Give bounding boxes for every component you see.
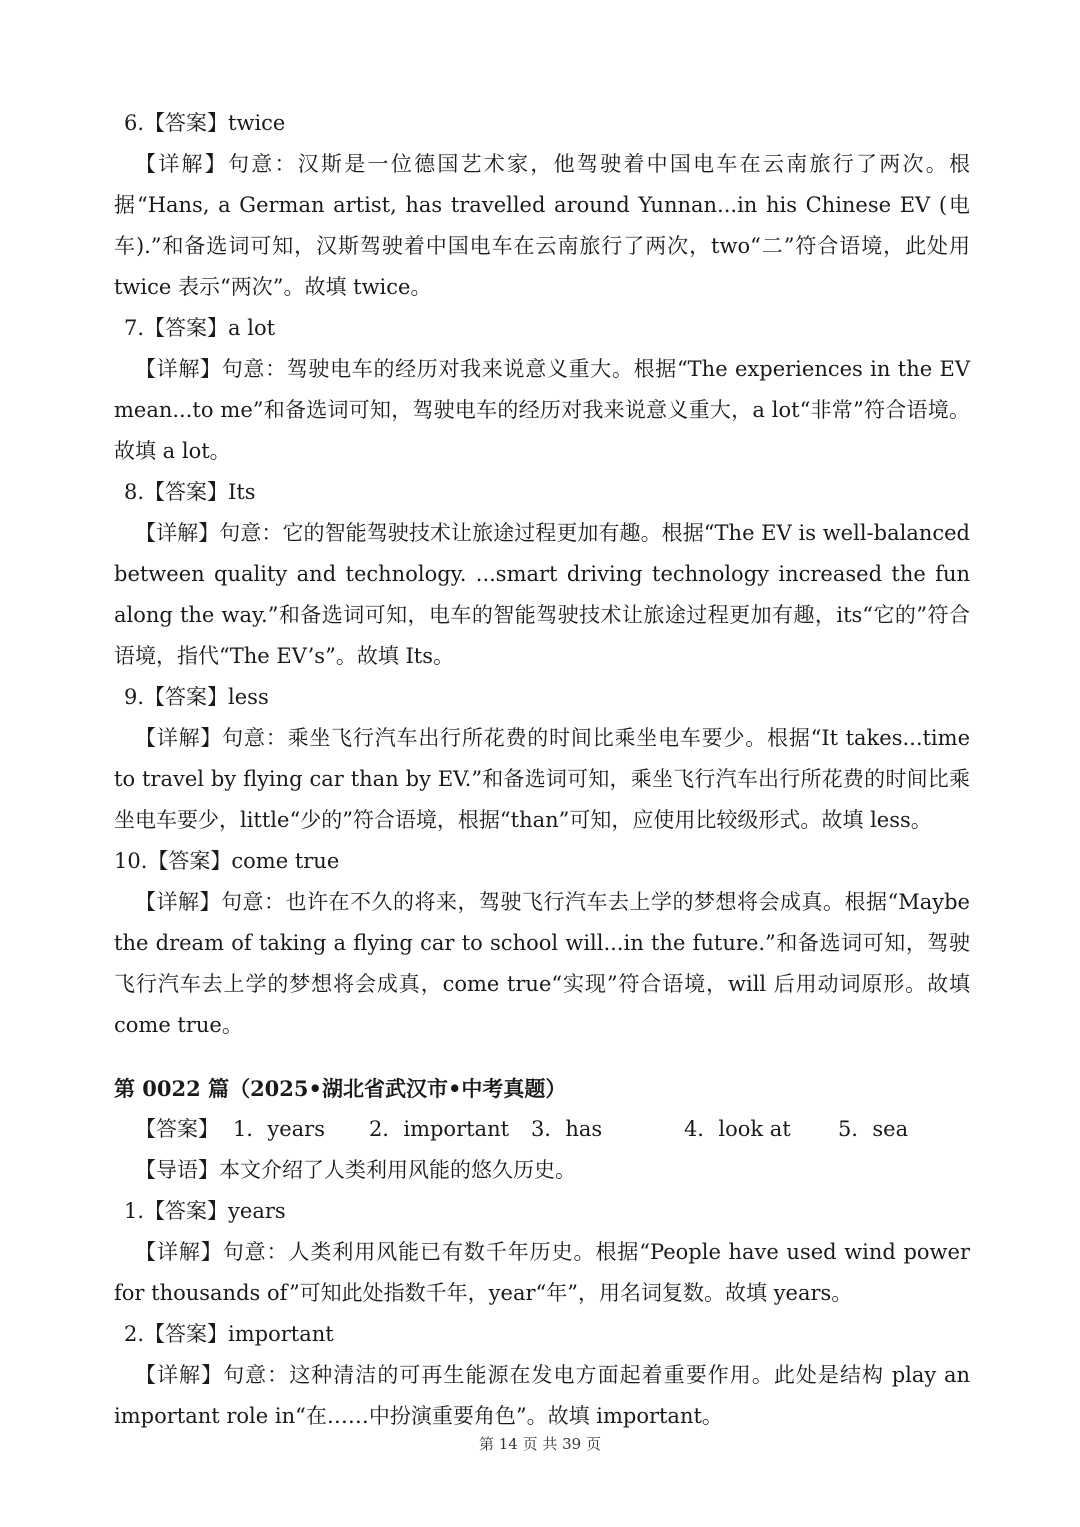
page-footer: 第 14 页 共 39 页 — [478, 1435, 601, 1453]
detail-10: 【详解】句意：也许在不久的将来，驾驶飞行汽车去上学的梦想将会成真。根据“Maybe the dream of taking a flying car to school will...in the future.”和备选词可知，驾驶飞行汽车去上学的梦想将会成真，come true“实现”符合语境，will 后用动词原形。故填 come true。 — [114, 890, 970, 1037]
answer-summary-item: 3．has — [531, 1117, 603, 1141]
detail-7: 【详解】句意：驾驶电车的经历对我来说意义重大。根据“The experiences in the EV mean...to me”和备选词可知，驾驶电车的经历对我来说意义重大，a lot“非常”符合语境。故填 a lot。 — [114, 357, 970, 463]
section-title: 第 0022 篇（2025•湖北省武汉市•中考真题） — [114, 1076, 567, 1101]
detail-1: 【详解】句意：人类利用风能已有数千年历史。根据“People have used wind power for thousands of”可知此处指数千年，year“年”，用名词复数。故填 years。 — [114, 1240, 970, 1305]
answer-summary-label: 【答案】 — [135, 1117, 219, 1141]
answer-line-10: 10.【答案】come true — [114, 849, 340, 873]
guide-line: 【导语】本文介绍了人类利用风能的悠久历史。 — [135, 1158, 576, 1182]
answer-summary — [114, 1109, 970, 1150]
answer-line-6: 6.【答案】twice — [124, 111, 286, 135]
detail-9: 【详解】句意：乘坐飞行汽车出行所花费的时间比乘坐电车要少。根据“It takes...time to travel by flying car than by EV.”和备选词可知，乘坐飞行汽车出行所花费的时间比乘坐电车要少，little“少的”符合语境，根据“than”可知，应使用比较级形式。故填 less。 — [114, 726, 970, 832]
answer-line-2: 2.【答案】important — [124, 1322, 334, 1346]
detail-8: 【详解】句意：它的智能驾驶技术让旅途过程更加有趣。根据“The EV is well-balanced between quality and technology. ...smart driving technology increased the fun along the way.”和备选词可知，电车的智能驾驶技术让旅途过程更加有趣，its“它的”符合语境，指代“The EV’s”。故填 Its。 — [114, 521, 970, 668]
answer-summary-item: 1．years — [233, 1117, 325, 1141]
answer-summary-item: 2．important — [369, 1117, 510, 1141]
detail-6: 【详解】句意：汉斯是一位德国艺术家，他驾驶着中国电车在云南旅行了两次。根据“Hans, a German artist, has travelled around Yunnan...in his Chinese EV (电车).”和备选词可知，汉斯驾驶着中国电车在云南旅行了两次，two“二”符合语境，此处用 twice 表示“两次”。故填 twice。 — [114, 152, 970, 299]
answer-line-9: 9.【答案】less — [124, 685, 269, 709]
document-page — [114, 103, 970, 1437]
detail-2: 【详解】句意：这种清洁的可再生能源在发电方面起着重要作用。此处是结构 play an important role in“在……中扮演重要角色”。故填 important。 — [114, 1363, 970, 1428]
answer-line-7: 7.【答案】a lot — [124, 316, 276, 340]
answer-summary-item: 5．sea — [838, 1117, 909, 1141]
answer-line-8: 8.【答案】Its — [124, 480, 256, 504]
answer-line-1: 1.【答案】years — [124, 1199, 286, 1223]
answer-summary-item: 4．look at — [684, 1117, 791, 1141]
